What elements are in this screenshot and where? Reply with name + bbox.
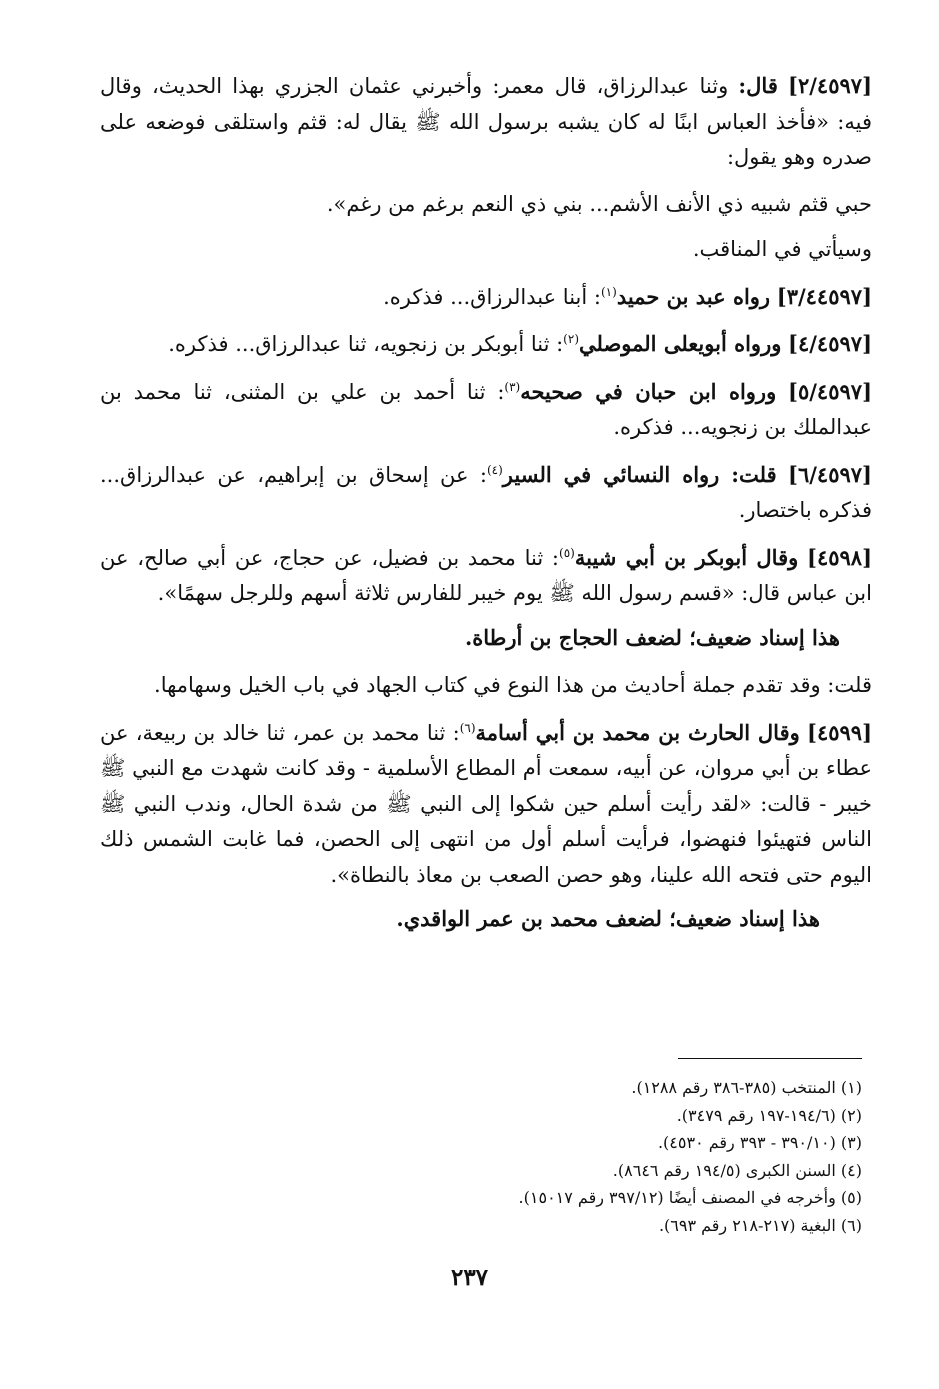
hadith-number: [٤/٤٥٩٧] <box>788 331 872 356</box>
footnote-marker: (٥) <box>559 545 575 560</box>
hadith-lead: قال: <box>738 73 778 98</box>
footnote-2: (٢) (١٩٤/٦-١٩٧ رقم ٣٤٧٩). <box>676 1105 862 1125</box>
footnote-6: (٦) البغية (٢١٧-٢١٨ رقم ٦٩٣). <box>658 1215 862 1235</box>
hadith-4599 <box>100 715 872 894</box>
footnote-3: (٣) (٣٩٠/١٠ - ٣٩٣ رقم ٤٥٣٠). <box>657 1133 862 1152</box>
hadith-text: وثنا عبدالرزاق، قال معمر: وأخبرني عثمان الجزري بهذا الحديث، وقال فيه: «فأخذ العباس ابنًا له كان يشبه برسول الله ﷺ يقال له: قثم واستلقى فوضعه على صدره وهو يقول: <box>100 74 872 169</box>
hadith-number: [٤٥٩٨] <box>807 544 872 570</box>
hadith-number: [٥/٤٥٩٧] <box>788 378 872 404</box>
hadith-4597-3 <box>100 279 872 316</box>
poem-verse <box>100 187 872 223</box>
hadith-4598 <box>100 540 872 612</box>
editor-note <box>100 668 872 704</box>
hadith-lead: قلت: رواه النسائي في السير <box>502 461 777 487</box>
hadith-number: [٤٥٩٩] <box>807 719 872 745</box>
hadith-text: : عن إسحاق بن إبراهيم، عن عبدالرزاق... فذكره باختصار. <box>100 462 872 522</box>
footnote-marker: (٢) <box>563 332 579 346</box>
footnote-marker: (٦) <box>459 720 476 735</box>
hadith-lead: ورواه أبويعلى الموصلي <box>579 331 782 356</box>
note-text: قلت: وقد تقدم جملة أحاديث من هذا النوع في كتاب الجهاد في باب الخيل وسهامها. <box>154 673 872 697</box>
isnad-grade <box>100 620 872 656</box>
cross-reference-text: وسيأتي في المناقب. <box>692 237 872 261</box>
footnote-1: (١) المنتخب (٣٨٥-٣٨٦ رقم ١٢٨٨). <box>631 1078 862 1097</box>
footnote-marker: (٣) <box>504 379 521 394</box>
hadith-number: [٣/٤٤٥٩٧] <box>776 283 872 309</box>
footnote-marker: (١) <box>600 284 617 299</box>
hadith-number: [٦/٤٥٩٧] <box>788 461 872 487</box>
hadith-lead: وقال أبوبكر بن أبي شيبة <box>574 544 799 570</box>
cross-reference <box>100 232 872 268</box>
isnad-grade <box>100 901 872 937</box>
hadith-4597-4 <box>100 326 872 363</box>
main-text <box>100 68 872 937</box>
hadith-text: : ثنا أحمد بن علي بن المثنى، ثنا محمد بن عبدالملك بن زنجويه... فذكره. <box>100 379 872 439</box>
footnote-divider <box>678 1058 862 1059</box>
hadith-lead: رواه عبد بن حميد <box>616 283 771 309</box>
hadith-number: [٢/٤٥٩٧] <box>788 73 872 98</box>
footnote-marker: (٤) <box>486 462 503 477</box>
hadith-4597-5 <box>100 374 872 446</box>
grade-text: هذا إسناد ضعيف؛ لضعف الحجاج بن أرطاة. <box>464 624 840 650</box>
hadith-lead: وقال الحارث بن محمد بن أبي أسامة <box>475 719 800 745</box>
hadith-4597-6 <box>100 457 872 529</box>
hadith-4597-2 <box>100 68 872 176</box>
page-number: ٢٣٧ <box>450 1264 489 1291</box>
verse-text: حبي قثم شبيه ذي الأنف الأشم... بني ذي النعم برغم من رغم». <box>326 191 872 216</box>
hadith-text: : أبنا عبدالرزاق... فذكره. <box>383 284 601 309</box>
footnote-5: (٥) وأخرجه في المصنف أيضًا (٣٩٧/١٢ رقم ١٥٠١٧). <box>518 1188 862 1207</box>
footnotes <box>340 1074 862 1239</box>
hadith-text: : ثنا أبوبكر بن زنجويه، ثنا عبدالرزاق... فذكره. <box>168 332 564 356</box>
hadith-text: : ثنا محمد بن عمر، ثنا خالد بن ربيعة، عن عطاء بن أبي مروان، عن أبيه، سمعت أم المطاع الأسلمية - وقد كانت شهدت مع النبي ﷺ خيبر - قالت: «لقد رأيت أسلم حين شكوا إلى النبي ﷺ من شدة الحال، وندب النبي ﷺ الناس فتهيئوا فنهضوا، فرأيت أسلم أول من انتهى إلى الحصن، فما غابت الشمس ذلك اليوم حتى فتحه الله علينا، وهو حصن الصعب بن معاذ بالنطاة». <box>100 720 872 887</box>
footnote-4: (٤) السنن الكبرى (١٩٤/٥ رقم ٨٦٤٦). <box>612 1160 862 1180</box>
hadith-text: : ثنا محمد بن فضيل، عن حجاج، عن أبي صالح، عن ابن عباس قال: «قسم رسول الله ﷺ يوم خيبر للفارس ثلاثة أسهم وللرجل سهمًا». <box>100 545 872 605</box>
grade-text: هذا إسناد ضعيف؛ لضعف محمد بن عمر الواقدي. <box>396 906 820 931</box>
hadith-lead: ورواه ابن حبان في صحيحه <box>520 378 777 404</box>
